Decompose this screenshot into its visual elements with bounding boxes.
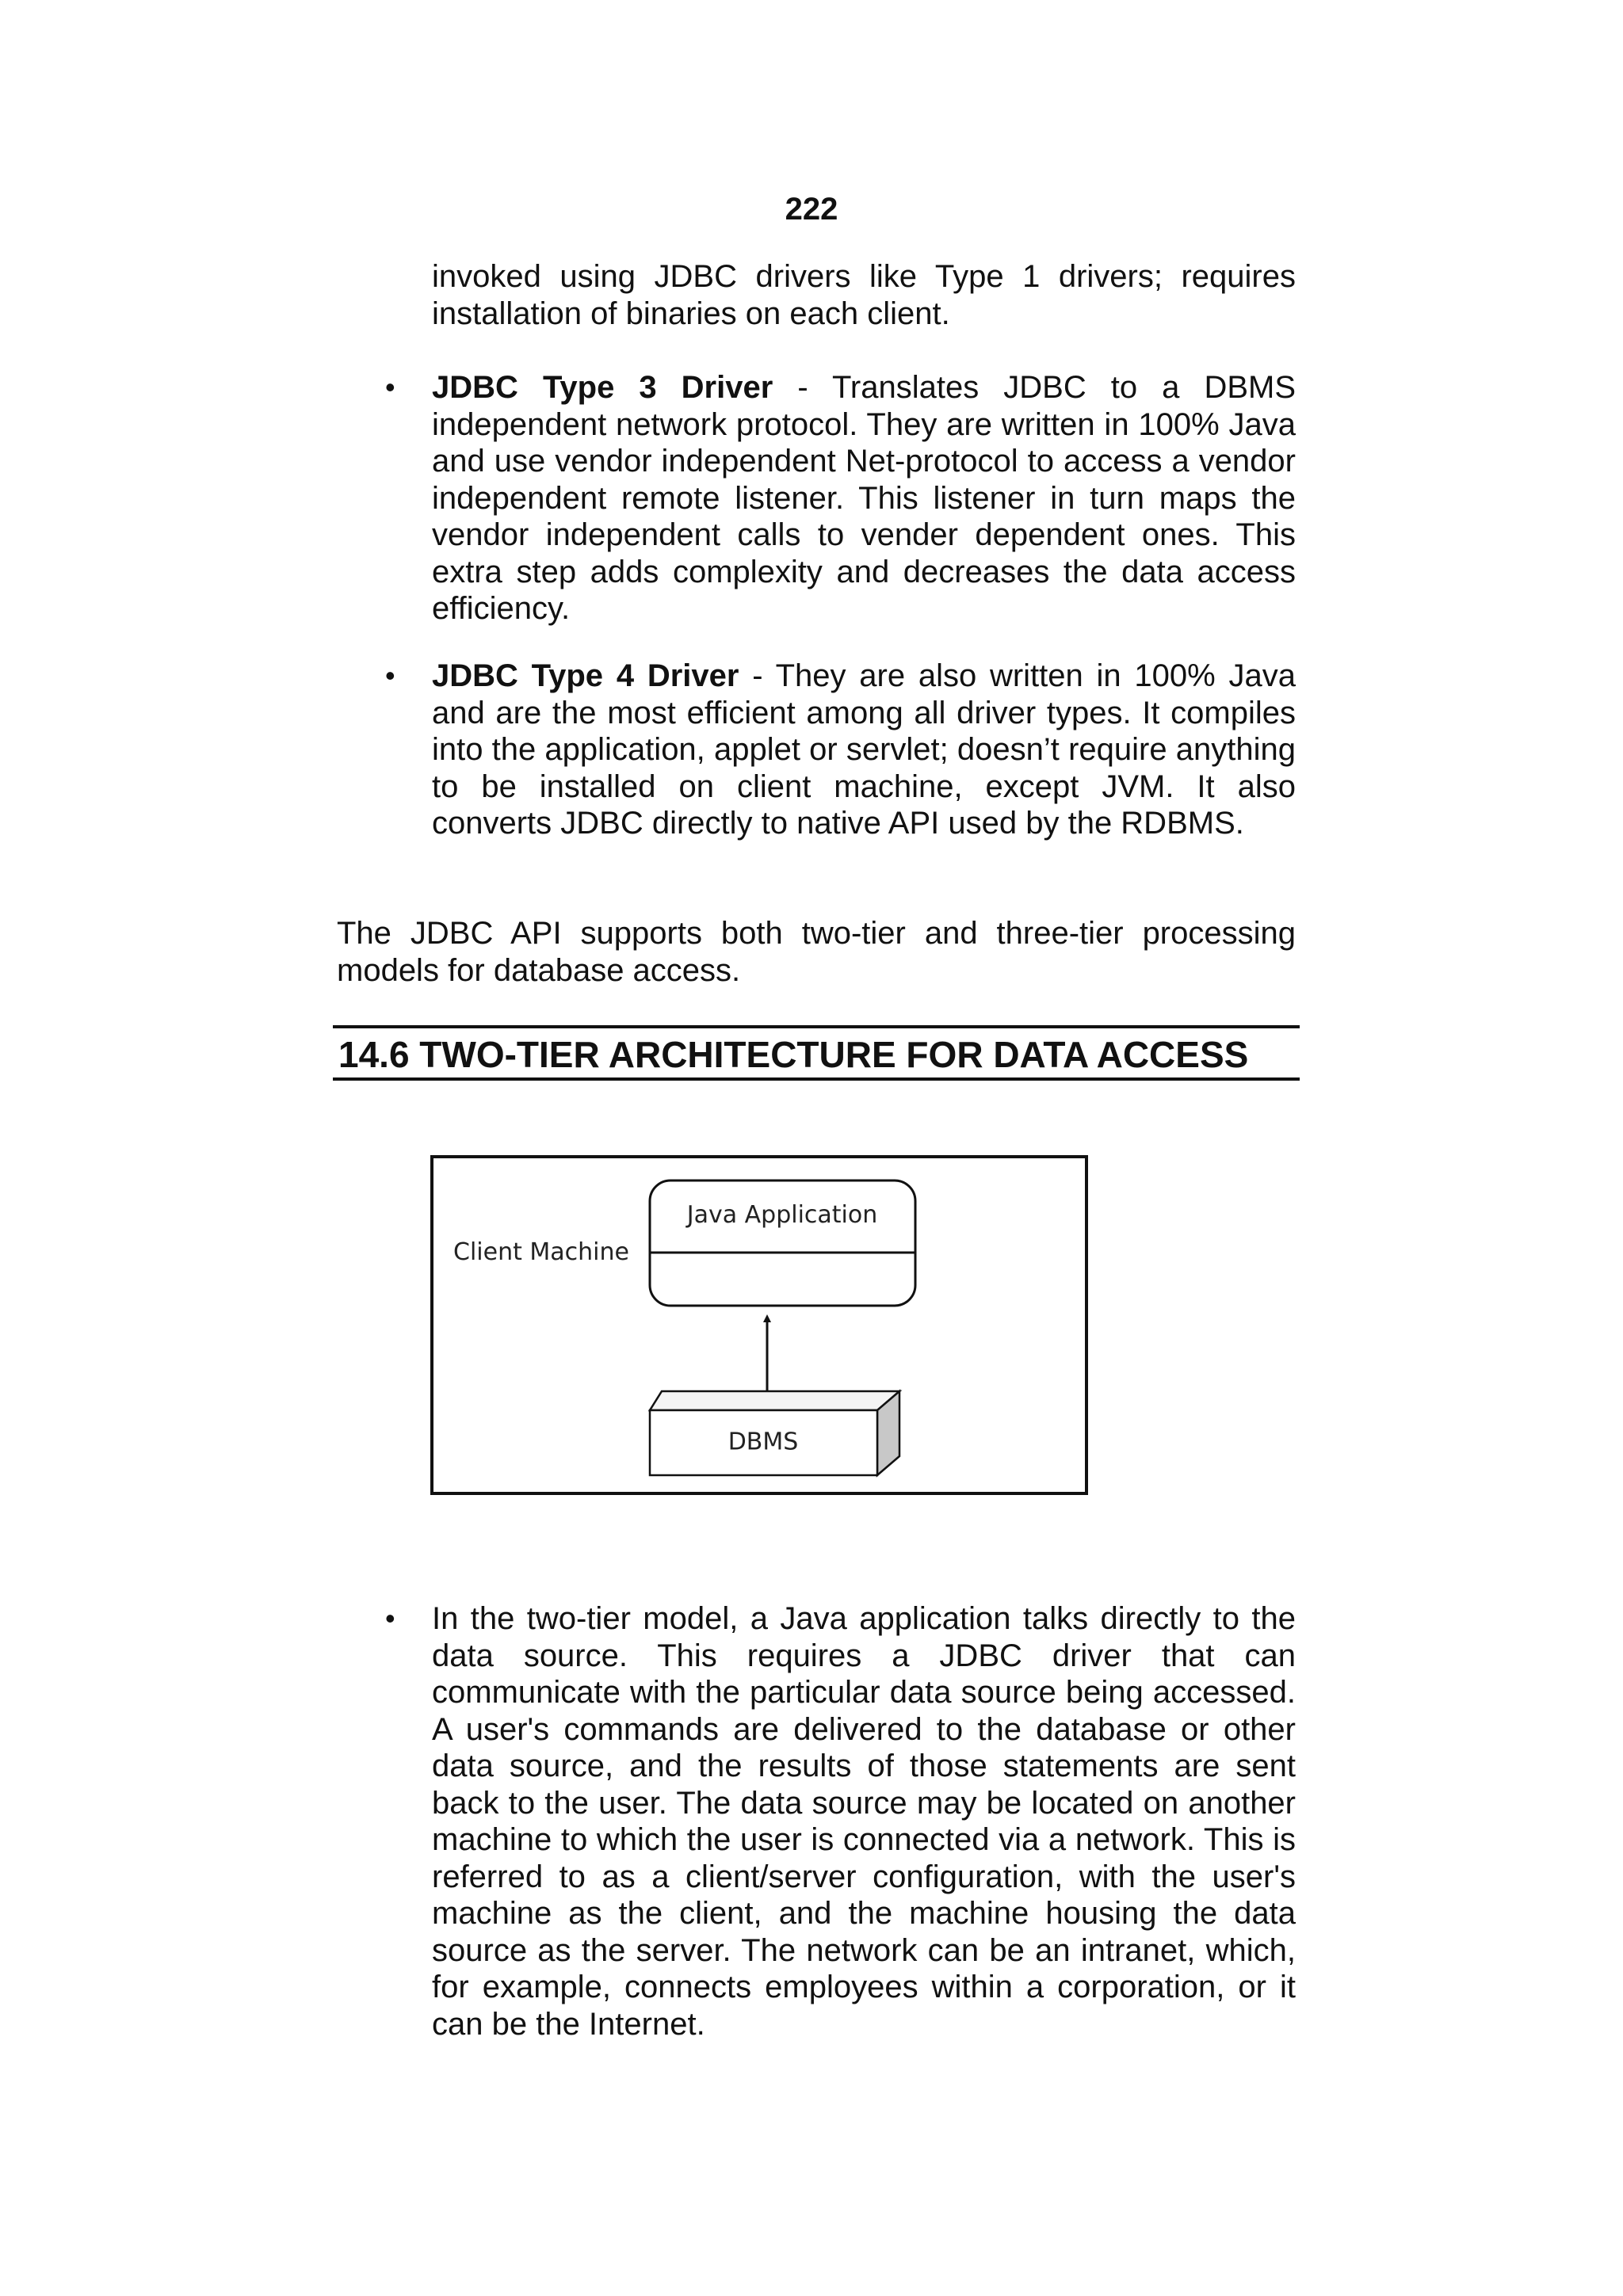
continuation-text: invoked using JDBC drivers like Type 1 drivers; requires installation of binaries on each client. bbox=[432, 259, 1296, 331]
bullet-dot: • bbox=[385, 659, 395, 692]
dbms-box-top-face bbox=[650, 1391, 899, 1410]
bullet-body: - Translates JDBC to a DBMS independent network protocol. They are written in 100% Java and use vendor independent Net-protocol to access a vendor independent remote listener. This listener in turn maps the vendor independent calls to vender dependent ones. This extra step adds complexity and decreases the data access efficiency. bbox=[432, 370, 1296, 626]
dbms-label: DBMS bbox=[727, 1428, 799, 1456]
bullet-term: JDBC Type 4 Driver bbox=[432, 658, 739, 693]
page-number: 222 bbox=[785, 192, 838, 227]
tier-models-paragraph: The JDBC API supports both two-tier and three-tier processing models for database access. bbox=[337, 916, 1296, 988]
bullet-dot: • bbox=[385, 1602, 395, 1634]
bullet-term: JDBC Type 3 Driver bbox=[432, 370, 773, 405]
bullet-dot: • bbox=[385, 371, 395, 403]
section-heading: 14.6 TWO-TIER ARCHITECTURE FOR DATA ACCESS bbox=[338, 1034, 1249, 1075]
bullet-body: - They are also written in 100% Java and are the most efficient among all driver types. It compiles into the application, applet or servlet; doesn’t require anything to be installed on client machine, except JVM. It also converts JDBC directly to native API used by the RDBMS. bbox=[432, 658, 1296, 841]
client-machine-label: Client Machine bbox=[453, 1238, 629, 1266]
java-application-box bbox=[650, 1180, 915, 1306]
java-application-label: Java Application bbox=[686, 1201, 878, 1229]
two-tier-explanation: In the two-tier model, a Java application talks directly to the data source. This requires a JDBC driver that can communicate with the particular data source being accessed. A user's commands are delivered to the database or other data source, and the results of those statements are sent back to the user. The data source may be located on another machine to which the user is connected via a network. This is referred to as a client/server configuration, with the user's machine as the client, and the machine housing the data source as the server. The network can be an intranet, which, for example, connects employees within a corporation, or it can be the Internet. bbox=[432, 1601, 1296, 2042]
